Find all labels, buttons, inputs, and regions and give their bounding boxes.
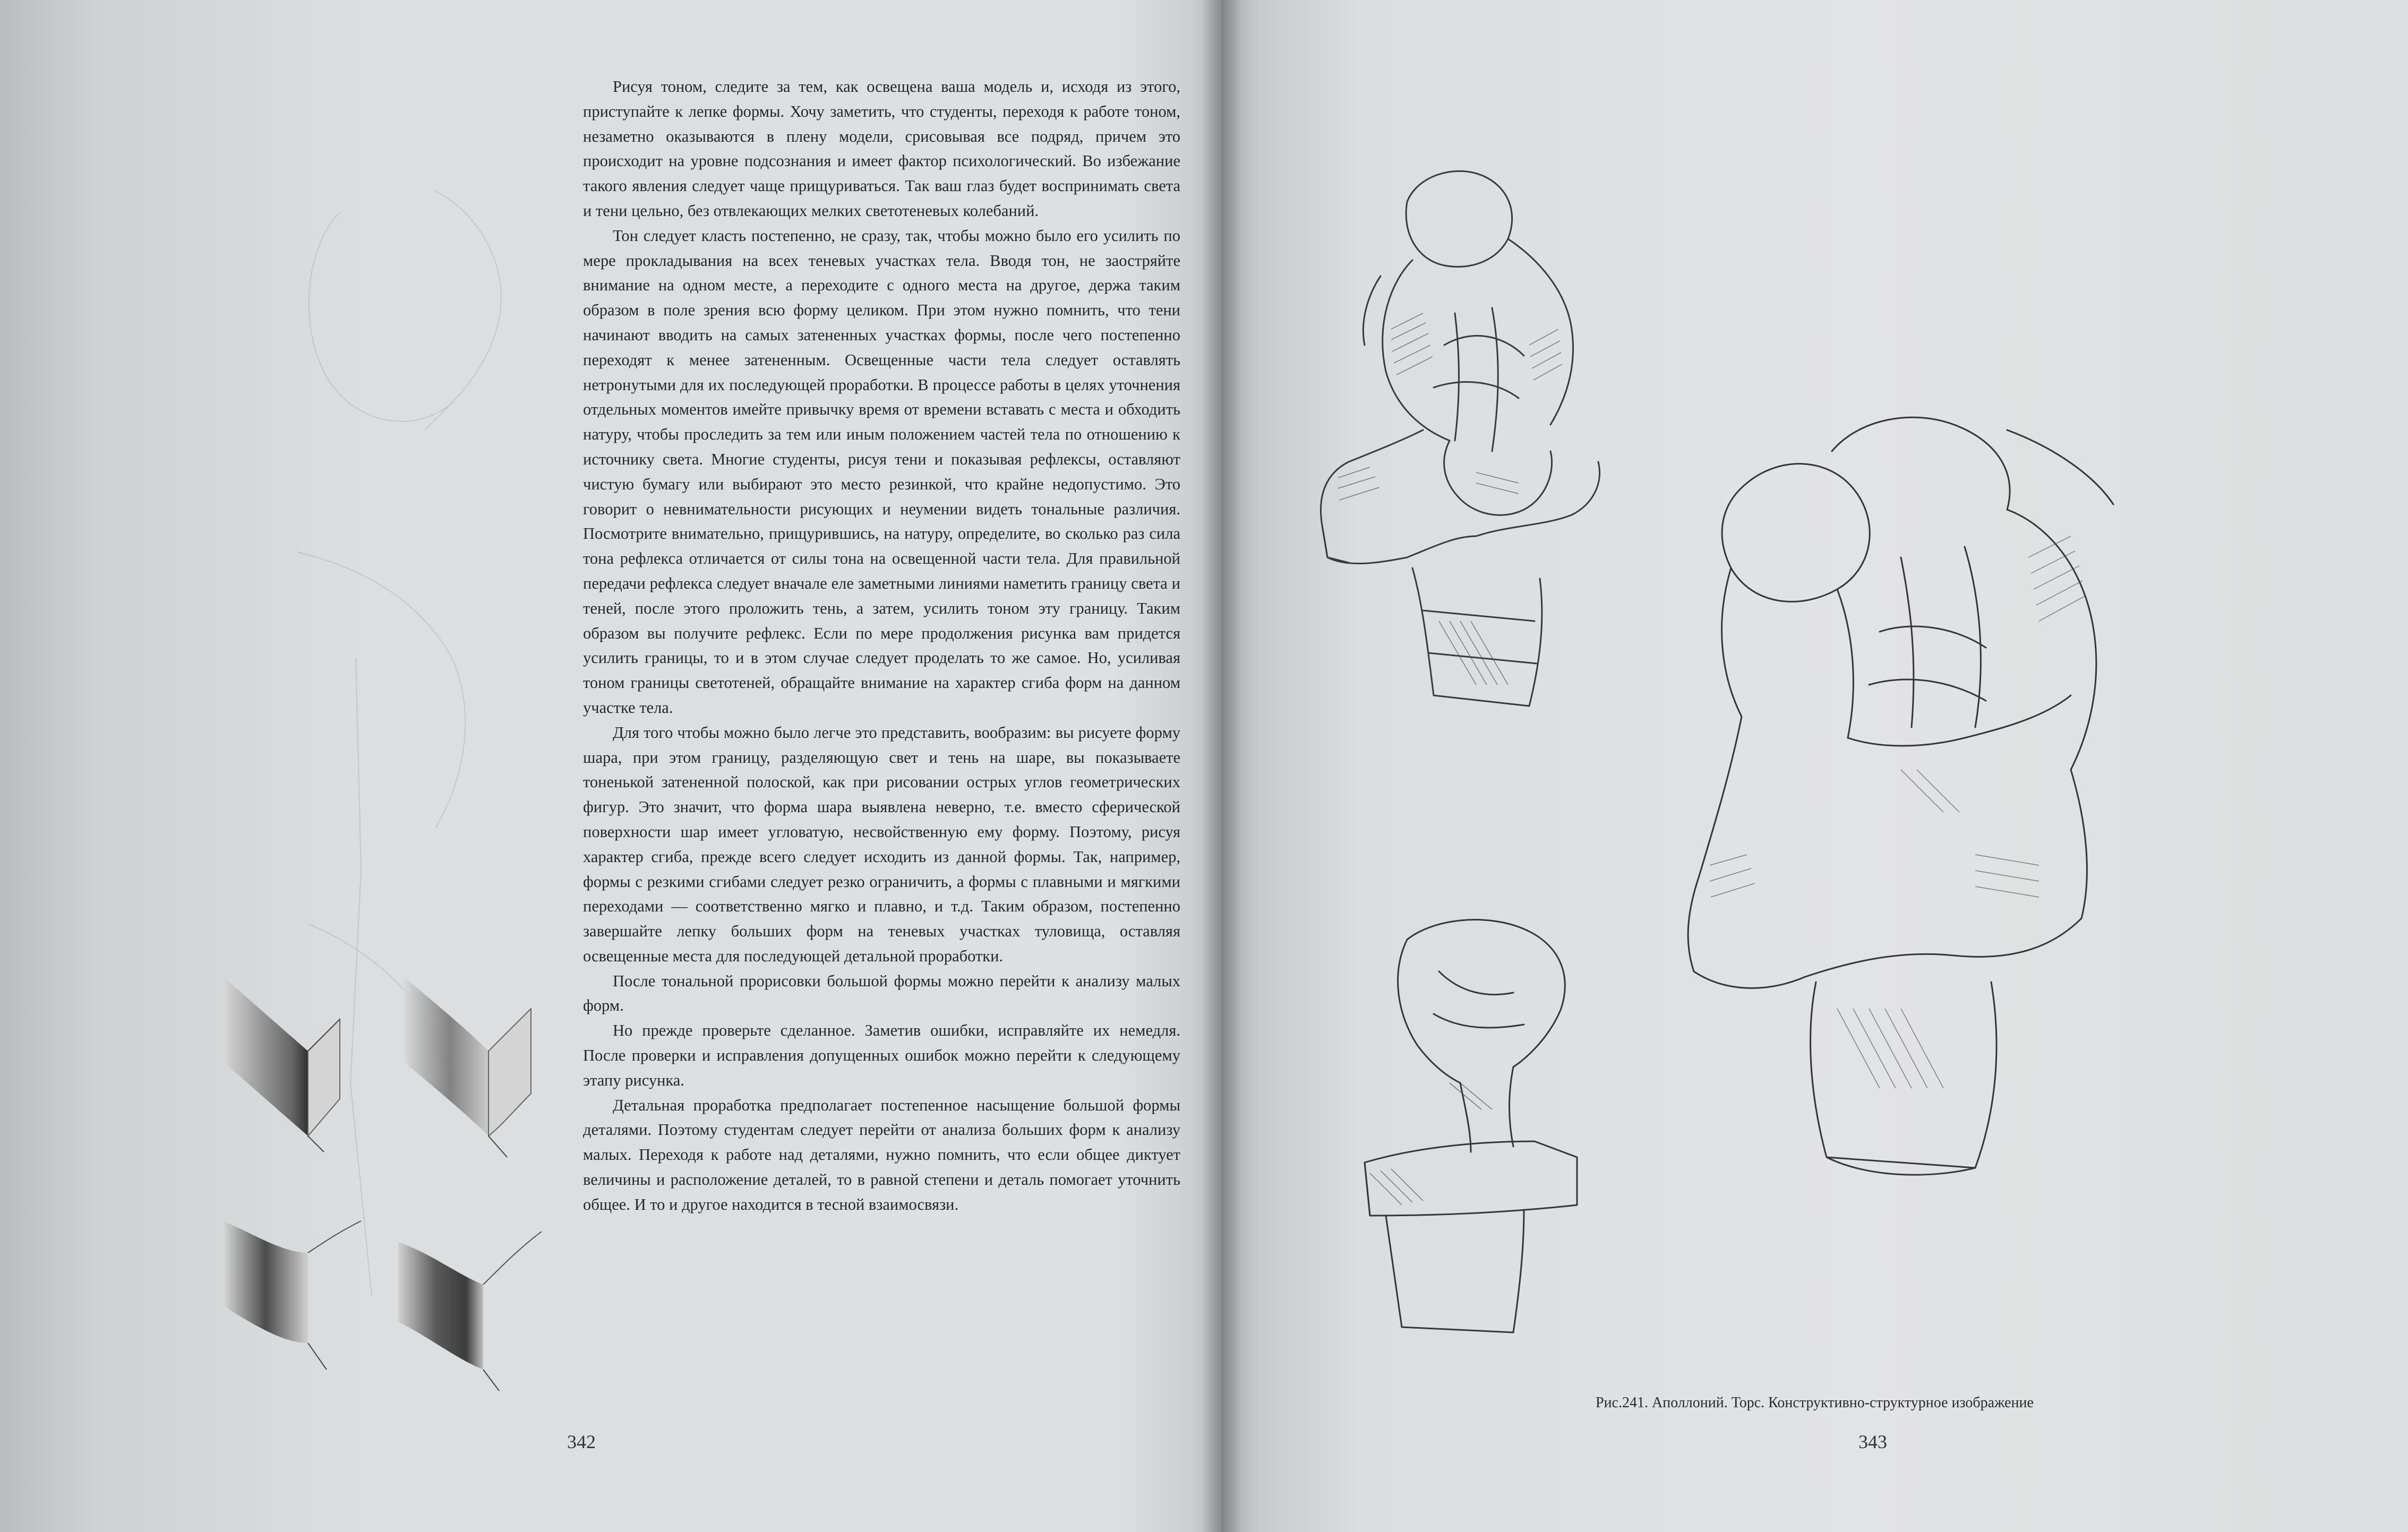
left-page-text: [583, 74, 1180, 1380]
torso-sketch-bottom-left: [1354, 908, 1736, 1343]
paragraph: Рисуя тоном, следите за тем, как освещена ваша модель и, исходя из этого, приступайте к лепке формы. Хочу заметить, что студенты, переходя к работе тоном, незаметно оказываются в плену модели, срисовывая все подряд, причем это происходит на уровне подсознания и имеет фактор психологический. Во избежание такого явления следует чаще прищуриваться. Так ваш глаз будет воспринимать света и тени цельно, без отвлекающих мелких светотеневых колебаний.: [583, 78, 1180, 220]
book-gutter: [1201, 0, 1241, 1532]
paragraph: Но прежде проверьте сделанное. Заметив ошибки, исправляйте их немедля. После проверки и исправления допущенных ошибок можно перейти к следующему этапу рисунка.: [583, 1021, 1180, 1089]
page-number-left: 342: [567, 1431, 596, 1452]
paragraph: После тональной прорисовки большой формы можно перейти к анализу малых форм.: [583, 971, 1180, 1015]
paragraph: Детальная проработка предполагает постепенное насыщение большой формы деталями. Поэтому студентам следует перейти от анализа больших форм к анализу малых. Переходя к работе над деталями, нужно помнить, что если общее диктует величины и расположение деталей, то в равной степени и деталь помогает уточнить общее. И то и другое находится в тесной взаимосвязи.: [583, 1096, 1180, 1213]
sharp-fold-study: [223, 977, 340, 1152]
bent-plane-study: [398, 1232, 542, 1391]
figure-caption: Рис.241. Аполлоний. Торс. Конструктивно-структурное изображение: [1596, 1395, 2034, 1411]
soft-curve-study: [223, 1221, 361, 1370]
shaded-fold-studies: [202, 924, 573, 1423]
rounded-fold-study: [404, 977, 531, 1157]
paragraph: Тон следует класть постепенно, не сразу, так, чтобы можно было его усилить по мере прокладывания на всех теневых участках тела. Вводя тон, не заостряйте внимание на одном месте, а переходите с одного места на другое, держа таким образом в поле зрения всю форму целиком. При этом нужно помнить, что тени начинают вводить на самых затененных участках формы, после чего постепенно переходят к менее затененным. Освещенные части тела следует оставлять нетронутыми для их последующей проработки. В процессе работы в целях уточнения отдельных моментов имейте привычку время от времени вставать с места и обходить натуру, чтобы проследить за тем или иным положением частей тела по отношению к источнику света. Многие студенты, рисуя тени и показывая рефлексы, оставляют чистую бумагу или выбирают это место резинкой, что крайне недопустимо. Это говорит о невнимательности рисующих и неумении видеть тональные различия. Посмотрите внимательно, прищурившись, на натуру, определите, во сколько раз сила тона рефлекса отличается от силы тона на освещенной части тела. Для правильной передачи рефлекса следует вначале еле заметными линиями наметить границу света и теней, после этого проложить тень, а затем, усилить тоном эту границу. Таким образом вы получите рефлекс. Если по мере продолжения рисунка вам придется усилить границы, то и в этом случае следует проделать то же самое. Но, усиливая тоном границы светотеней, обращайте внимание на характер сгиба форм на данном участке тела.: [583, 226, 1180, 717]
right-page: [1221, 0, 2408, 1532]
torso-sketch-right: [1678, 398, 2395, 1258]
paragraph: Для того чтобы можно было легче это представить, вообразим: вы рисуете форму шара, при этом границу, разделяющую свет и тень на шаре, вы показываете тоненькой затененной полоской, как при рисовании острых углов геометрических фигур. Это значит, что форма шара выявлена неверно, т.е. вместо сферической поверхности шар имеет угловатую, несвойственную ему форму. Поэтому, рисуя характер сгиба, прежде всего следует исходить из данной формы. Так, например, формы с резкими сгибами следует резко ограничить, а формы с плавными и мягкими переходами — соответственно мягко и плавно, и т.д. Таким образом, постепенно завершайте лепку больших форм на теневых участках туловища, оставляя освещенные места для последующей детальной проработки.: [583, 723, 1180, 965]
page-number-right: 343: [1858, 1431, 1887, 1452]
